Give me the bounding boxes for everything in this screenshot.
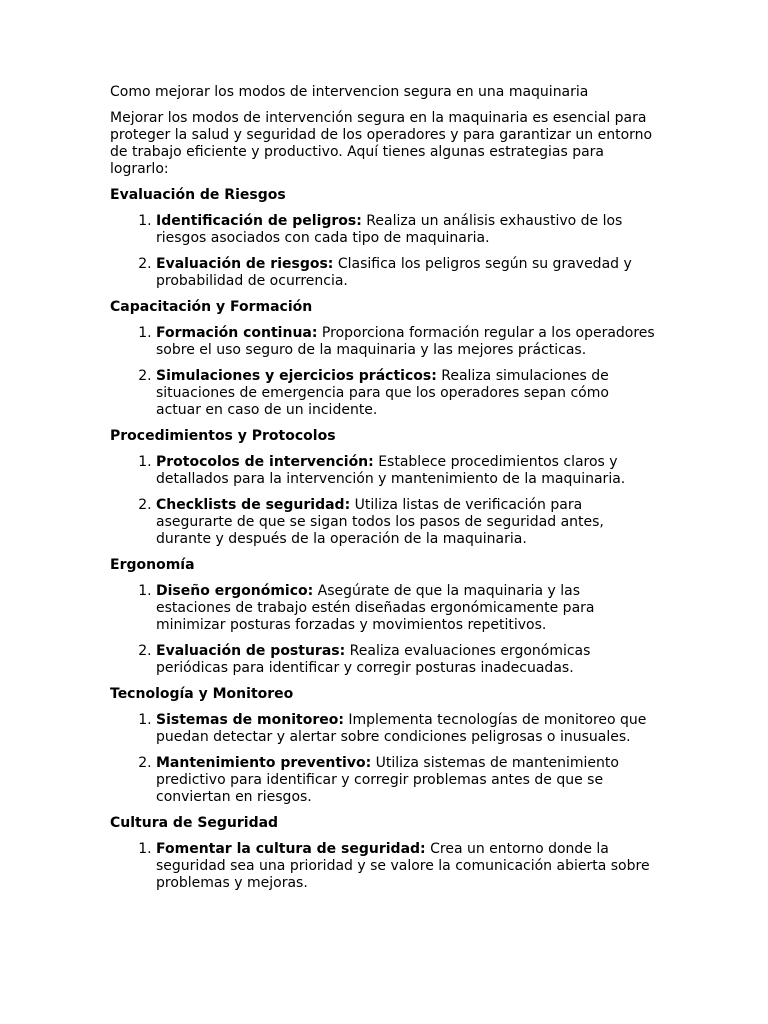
list-item	[156, 368, 658, 419]
list-item-text: Realiza un análisis exhaustivo de los riesgos asociados con cada tipo de maquinaria.	[156, 213, 623, 246]
list-item	[156, 755, 658, 806]
list-item-text: Realiza evaluaciones ergonómicas periódicas para identificar y corregir posturas inadecuadas.	[156, 643, 591, 676]
list-item	[156, 256, 658, 290]
list-item-text: Utiliza listas de verificación para asegurarte de que se sigan todos los pasos de seguridad antes, durante y después de la operación de la maquinaria.	[156, 497, 604, 547]
list-item-text: Utiliza sistemas de mantenimiento predictivo para identificar y corregir problemas antes de que se conviertan en riesgos.	[156, 755, 619, 805]
numbered-list	[110, 583, 658, 677]
list-item	[156, 213, 658, 247]
list-item-term: Identificación de peligros:	[156, 213, 362, 229]
list-item	[156, 841, 658, 892]
list-item	[156, 454, 658, 488]
list-item-text: Proporciona formación regular a los operadores sobre el uso seguro de la maquinaria y las mejores prácticas.	[156, 325, 655, 358]
list-item-term: Sistemas de monitoreo:	[156, 712, 344, 728]
section-heading: Evaluación de Riesgos	[110, 187, 286, 203]
list-item-term: Formación continua:	[156, 325, 318, 341]
list-item	[156, 497, 658, 548]
document-title: Como mejorar los modos de intervencion segura en una maquinaria	[110, 84, 589, 100]
list-item-term: Mantenimiento preventivo:	[156, 755, 372, 771]
list-item-text: Implementa tecnologías de monitoreo que puedan detectar y alertar sobre condiciones peligrosas o inusuales.	[156, 712, 647, 745]
section-heading: Tecnología y Monitoreo	[110, 686, 294, 702]
list-item-term: Diseño ergonómico:	[156, 583, 314, 599]
list-item-text: Establece procedimientos claros y detallados para la intervención y mantenimiento de la maquinaria.	[156, 454, 626, 487]
section-heading: Capacitación y Formación	[110, 299, 313, 315]
numbered-list	[110, 841, 658, 892]
list-item-term: Simulaciones y ejercicios prácticos:	[156, 368, 437, 384]
numbered-list	[110, 325, 658, 419]
list-item	[156, 712, 658, 746]
section-heading: Cultura de Seguridad	[110, 815, 279, 831]
sections-container	[110, 187, 668, 892]
section-heading: Ergonomía	[110, 557, 195, 573]
intro-paragraph: Mejorar los modos de intervención segura en la maquinaria es esencial para proteger la salud y seguridad de los operadores y para garantizar un entorno de trabajo eficiente y productivo. Aquí tienes algunas estrategias para lograrlo:	[110, 110, 653, 177]
list-item	[156, 643, 658, 677]
list-item-text: Crea un entorno donde la seguridad sea una prioridad y se valore la comunicación abierta sobre problemas y mejoras.	[156, 841, 650, 891]
list-item	[156, 583, 658, 634]
list-item-text: Clasifica los peligros según su gravedad y probabilidad de ocurrencia.	[156, 256, 632, 289]
list-item-term: Evaluación de riesgos:	[156, 256, 334, 272]
list-item-text: Realiza simulaciones de situaciones de emergencia para que los operadores sepan cómo actuar en caso de un incidente.	[156, 368, 609, 418]
list-item-term: Checklists de seguridad:	[156, 497, 351, 513]
list-item	[156, 325, 658, 359]
list-item-term: Fomentar la cultura de seguridad:	[156, 841, 426, 857]
numbered-list	[110, 213, 658, 290]
section-heading: Procedimientos y Protocolos	[110, 428, 336, 444]
numbered-list	[110, 454, 658, 548]
numbered-list	[110, 712, 658, 806]
list-item-term: Protocolos de intervención:	[156, 454, 374, 470]
list-item-text: Asegúrate de que la maquinaria y las estaciones de trabajo estén diseñadas ergonómicamente para minimizar posturas forzadas y movimientos repetitivos.	[156, 583, 595, 633]
list-item-term: Evaluación de posturas:	[156, 643, 346, 659]
